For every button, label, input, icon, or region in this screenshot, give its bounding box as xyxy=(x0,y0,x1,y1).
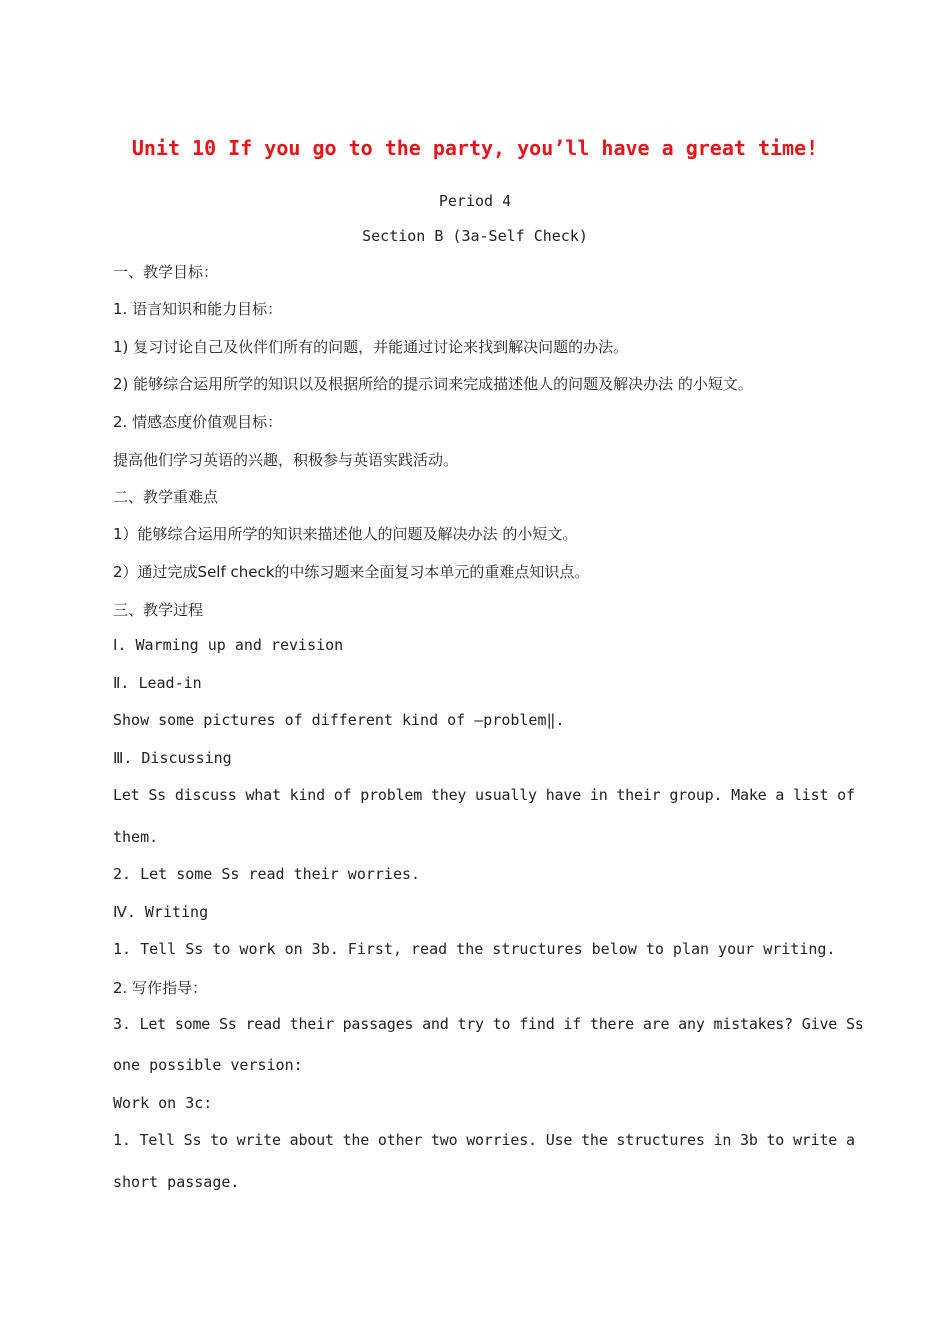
paragraph: them. xyxy=(113,828,159,846)
paragraph: 提高他们学习英语的兴趣，积极参与英语实践活动。 xyxy=(113,451,459,469)
heading-teaching-process: 三、教学过程 xyxy=(113,601,204,619)
paragraph: Show some pictures of different kind of ―problem‖. xyxy=(113,711,565,729)
paragraph: Work on 3c: xyxy=(113,1094,213,1112)
step-heading: Ⅰ. Warming up and revision xyxy=(113,636,344,654)
paragraph: 3. Let some Ss read their passages and try to find if there are any mistakes? Give Ss xyxy=(113,1015,864,1033)
paragraph: 2. 写作指导： xyxy=(113,979,208,997)
paragraph: 1. Tell Ss to write about the other two worries. Use the structures in 3b to write a xyxy=(113,1131,855,1149)
goal-item: 1) 复习讨论自己及伙伴们所有的问题，并能通过讨论来找到解决问题的办法。 xyxy=(113,338,629,356)
subheading-attitude-goals: 2. 情感态度价值观目标： xyxy=(113,413,283,431)
paragraph: one possible version: xyxy=(113,1056,303,1074)
paragraph: Let Ss discuss what kind of problem they usually have in their group. Make a list of xyxy=(113,786,855,804)
heading-teaching-objectives: 一、教学目标： xyxy=(113,263,219,281)
step-heading: Ⅳ. Writing xyxy=(113,903,209,921)
step-heading: Ⅲ. Discussing xyxy=(113,749,232,767)
heading-key-points: 二、教学重难点 xyxy=(113,488,219,506)
paragraph: 1. Tell Ss to work on 3b. First, read the structures below to plan your writing. xyxy=(113,940,836,958)
section-label: Section B (3a-Self Check) xyxy=(362,227,588,245)
goal-item: 2) 能够综合运用所学的知识以及根据所给的提示词来完成描述他人的问题及解决办法 的小短文。 xyxy=(113,375,753,393)
paragraph: 2. Let some Ss read their worries. xyxy=(113,865,421,883)
key-point-item: 1）能够综合运用所学的知识来描述他人的问题及解决办法 的小短文。 xyxy=(113,525,578,543)
subheading-language-goals: 1. 语言知识和能力目标： xyxy=(113,300,283,318)
period-label: Period 4 xyxy=(438,192,512,210)
step-heading: Ⅱ. Lead-in xyxy=(113,674,202,692)
key-point-item: 2）通过完成Self check的中练习题来全面复习本单元的重难点知识点。 xyxy=(113,563,590,581)
page-title: Unit 10 If you go to the party, you’ll have a great time! xyxy=(131,136,819,160)
paragraph: short passage. xyxy=(113,1173,240,1191)
